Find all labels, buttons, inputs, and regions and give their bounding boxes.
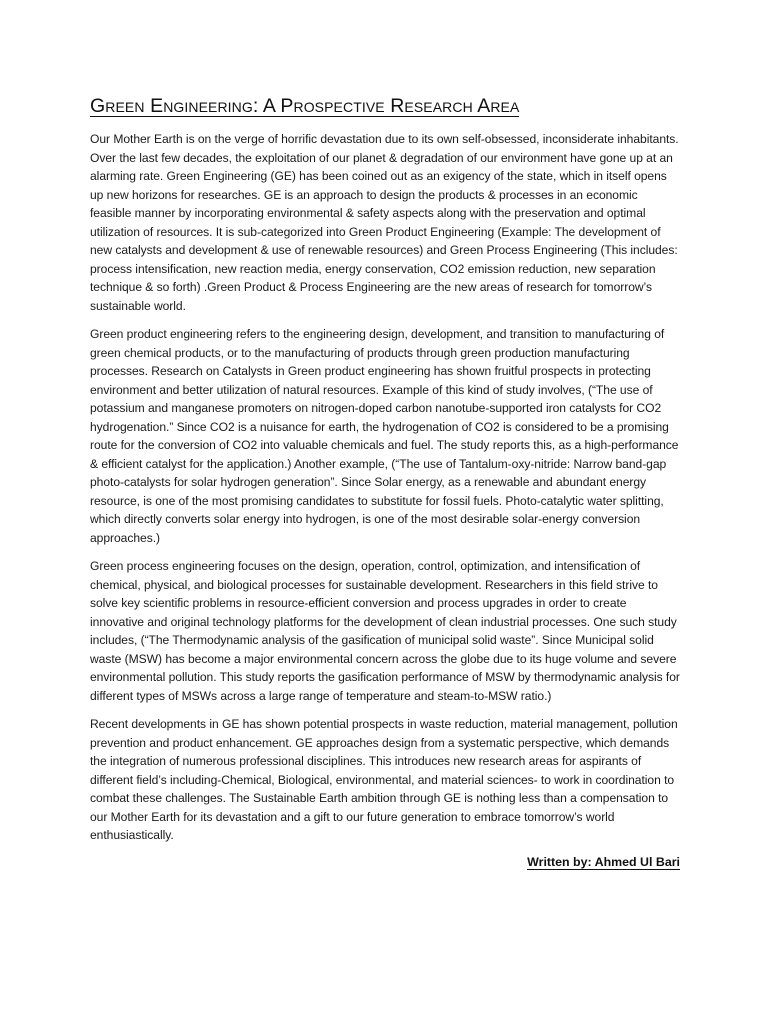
document-title: Green Engineering: A Prospective Research Area (90, 95, 520, 117)
paragraph-green-process: Green process engineering focuses on the design, operation, control, optimization, and intensification of chemical, physical, and biological processes for sustainable development. Researchers in this field strive to solve key scientific problems in resource-efficient conversion and process upgrades in order to create innovative and original technology platforms for the development of clean industrial processes. One such study includes, (“The Thermodynamic analysis of the gasification of municipal solid waste”. Since Municipal solid waste (MSW) has become a major environmental concern across the globe due to its huge volume and severe environmental pollution. This study reports the gasification performance of MSW by thermodynamic analysis for different types of MSWs across a large range of temperature and steam-to-MSW ratio.) (90, 559, 680, 703)
paragraph-intro: Our Mother Earth is on the verge of horrific devastation due to its own self-obsessed, inconsiderate inhabitants. Over the last few decades, the exploitation of our planet & degradation of our environment have gone up at an alarming rate. Green Engineering (GE) has been coined out as an exigency of the state, which in itself opens up new horizons for researches. GE is an approach to design the products & processes in an economic feasible manner by incorporating environmental & safety aspects along with the preservation and optimal utilization of resources. It is sub-categorized into Green Product Engineering (Example: The development of new catalysts and development & use of renewable resources) and Green Process Engineering (This includes: process intensification, new reaction media, energy conservation, CO2 emission reduction, new separation technique & so forth) .Green Product & Process Engineering are the new areas of research for tomorrow’s sustainable world. (90, 132, 679, 313)
author-signature-text: Written by: Ahmed Ul Bari (527, 854, 680, 869)
author-signature (90, 855, 680, 869)
paragraph-conclusion: Recent developments in GE has shown potential prospects in waste reduction, material management, pollution prevention and product enhancement. GE approaches design from a systematic perspective, which demands the integration of numerous professional disciplines. This introduces new research areas for aspirants of different field’s including-Chemical, Biological, environmental, and material sciences- to work in coordination to combat these challenges. The Sustainable Earth ambition through GE is nothing less than a compensation to our Mother Earth for its devastation and a gift to our future generation to embrace tomorrow’s world enthusiastically. (90, 717, 678, 842)
document-body (90, 96, 680, 869)
paragraph-green-product: Green product engineering refers to the engineering design, development, and transition to manufacturing of green chemical products, or to the manufacturing of products through green production manufacturing processes. Research on Catalysts in Green product engineering has shown fruitful prospects in protecting environment and better utilization of natural resources. Example of this kind of study involves, (“The use of potassium and manganese promoters on nitrogen-doped carbon nanotube-supported iron catalysts for CO2 hydrogenation.” Since CO2 is a nuisance for earth, the hydrogenation of CO2 is considered to be a promising route for the conversion of CO2 into valuable chemicals and fuel. The study reports this, as a high-performance & efficient catalyst for the application.) Another example, (“The use of Tantalum-oxy-nitride: Narrow band-gap photo-catalysts for solar hydrogen generation”. Since Solar energy, as a renewable and abundant energy resource, is one of the most promising candidates to substitute for fossil fuels. Photo-catalytic water splitting, which directly converts solar energy into hydrogen, is one of the most desirable solar-energy conversion approaches.) (90, 327, 679, 545)
document-title-wrap (90, 96, 680, 130)
